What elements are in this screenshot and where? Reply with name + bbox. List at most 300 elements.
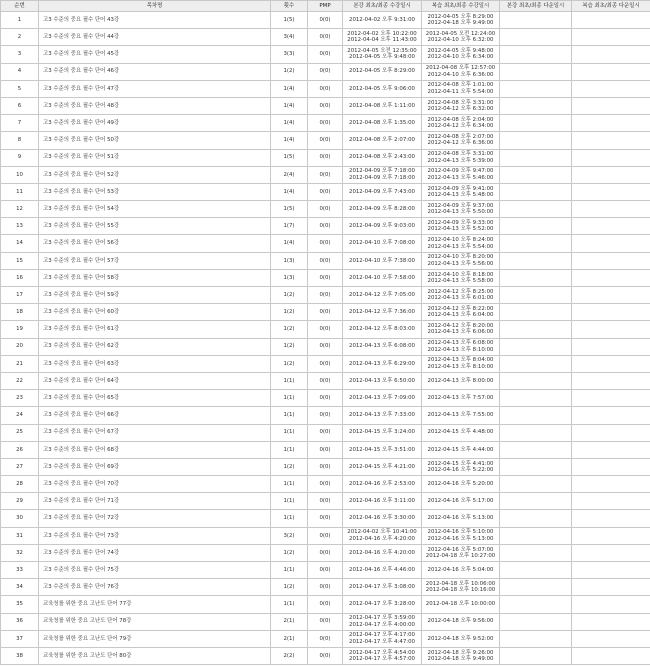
table-row: [1, 218, 650, 235]
pmp-count: 0(0): [308, 63, 343, 80]
pmp-count: 0(0): [308, 287, 343, 304]
row-number: 21: [1, 355, 39, 372]
row-number: 31: [1, 527, 39, 544]
main-watch-dates: [343, 29, 422, 46]
review-watch-dates-line-2: 2012-04-13 오후 6:01:00: [427, 295, 494, 302]
row-number: 4: [1, 63, 39, 80]
main-download-dates: [500, 355, 572, 372]
review-watch-dates-line-1: 2012-04-16 오후 5:04:00: [427, 566, 494, 573]
pmp-count: 0(0): [308, 166, 343, 183]
main-watch-dates-line-1: 2012-04-10 오후 7:58:00: [349, 274, 415, 281]
review-watch-dates: [422, 12, 500, 29]
watch-count: 1(2): [271, 304, 308, 321]
lecture-title: 고3 수준의 중요 필수 단어 63강: [39, 355, 271, 372]
main-watch-dates-line-1: 2012-04-08 오후 1:11:00: [349, 102, 415, 109]
main-download-dates: [500, 132, 572, 149]
main-watch-dates: [343, 80, 422, 97]
pmp-count: 0(0): [308, 579, 343, 596]
main-download-dates: [500, 183, 572, 200]
main-watch-dates-line-1: 2012-04-02 오후 9:31:00: [349, 16, 415, 23]
watch-count: 1(2): [271, 458, 308, 475]
row-number: 7: [1, 115, 39, 132]
main-download-dates: [500, 544, 572, 561]
review-download-dates: [572, 355, 650, 372]
main-watch-dates-line-1: 2012-04-05 오전 12:35:00: [347, 48, 417, 55]
watch-count: 1(1): [271, 390, 308, 407]
row-number: 36: [1, 613, 39, 630]
pmp-count: 0(0): [308, 235, 343, 252]
review-download-dates: [572, 80, 650, 97]
main-watch-dates-line-2: 2012-04-17 오후 4:00:00: [349, 621, 415, 628]
table-row: [1, 304, 650, 321]
review-download-dates: [572, 12, 650, 29]
watch-count: 1(4): [271, 80, 308, 97]
main-download-dates: [500, 338, 572, 355]
watch-count: 1(4): [271, 183, 308, 200]
watch-count: 1(1): [271, 493, 308, 510]
main-watch-dates: [343, 304, 422, 321]
main-watch-dates-line-1: 2012-04-15 오후 3:51:00: [349, 446, 415, 453]
table-row: [1, 12, 650, 29]
watch-count: 3(4): [271, 29, 308, 46]
table-header-row: [1, 1, 650, 12]
lecture-title: 고3 수준의 중요 필수 단어 49강: [39, 115, 271, 132]
review-download-dates: [572, 235, 650, 252]
main-watch-dates-line-1: 2012-04-17 오후 3:08:00: [349, 584, 415, 591]
pmp-count: 0(0): [308, 493, 343, 510]
review-download-dates: [572, 166, 650, 183]
lecture-title: 고3 수준의 중요 필수 단어 52강: [39, 166, 271, 183]
review-watch-dates-line-2: 2012-04-12 오후 6:34:00: [427, 123, 494, 130]
review-watch-dates-line-2: 2012-04-13 오후 5:46:00: [427, 174, 494, 181]
lecture-title: 고3 수준의 중요 필수 단어 53강: [39, 183, 271, 200]
main-watch-dates-line-1: 2012-04-09 오후 7:18:00: [349, 168, 415, 175]
main-watch-dates-line-2: 2012-04-05 오후 9:48:00: [349, 54, 415, 61]
header-title: 목차명: [39, 1, 271, 12]
main-download-dates: [500, 613, 572, 630]
pmp-count: 0(0): [308, 458, 343, 475]
review-watch-dates: [422, 304, 500, 321]
review-download-dates: [572, 304, 650, 321]
review-download-dates: [572, 458, 650, 475]
lecture-title: 고3 수준의 중요 필수 단어 61강: [39, 321, 271, 338]
main-watch-dates: [343, 287, 422, 304]
lecture-title: 고3 수준의 중요 필수 단어 56강: [39, 235, 271, 252]
table-row: [1, 80, 650, 97]
main-download-dates: [500, 97, 572, 114]
row-number: 15: [1, 252, 39, 269]
review-watch-dates-line-1: 2012-04-16 오후 5:20:00: [427, 480, 494, 487]
main-download-dates: [500, 252, 572, 269]
pmp-count: 0(0): [308, 510, 343, 527]
main-download-dates: [500, 372, 572, 389]
review-watch-dates: [422, 527, 500, 544]
main-watch-dates-line-1: 2012-04-13 오후 7:09:00: [349, 395, 415, 402]
main-watch-dates-line-1: 2012-04-13 오후 7:33:00: [349, 412, 415, 419]
row-number: 19: [1, 321, 39, 338]
review-watch-dates: [422, 338, 500, 355]
row-number: 20: [1, 338, 39, 355]
main-watch-dates-line-1: 2012-04-17 오후 3:28:00: [349, 601, 415, 608]
main-watch-dates: [343, 115, 422, 132]
main-download-dates: [500, 562, 572, 579]
table-row: [1, 338, 650, 355]
watch-count: 3(3): [271, 46, 308, 63]
watch-count: 1(4): [271, 97, 308, 114]
review-watch-dates: [422, 149, 500, 166]
pmp-count: 0(0): [308, 115, 343, 132]
review-download-dates: [572, 183, 650, 200]
review-watch-dates-line-2: 2012-04-10 오후 6:34:00: [427, 54, 494, 61]
review-watch-dates-line-1: 2012-04-18 오후 9:56:00: [427, 618, 494, 625]
main-watch-dates: [343, 424, 422, 441]
main-watch-dates-line-2: 2012-04-09 오후 7:18:00: [349, 174, 415, 181]
pmp-count: 0(0): [308, 390, 343, 407]
row-number: 23: [1, 390, 39, 407]
main-download-dates: [500, 407, 572, 424]
table-row: [1, 441, 650, 458]
review-watch-dates: [422, 321, 500, 338]
row-number: 9: [1, 149, 39, 166]
review-download-dates: [572, 630, 650, 647]
review-watch-dates-line-2: 2012-04-10 오후 6:32:00: [427, 37, 494, 44]
row-number: 8: [1, 132, 39, 149]
watch-count: 1(3): [271, 252, 308, 269]
review-download-dates: [572, 562, 650, 579]
table-row: [1, 458, 650, 475]
main-download-dates: [500, 235, 572, 252]
table-row: [1, 476, 650, 493]
table-row: [1, 269, 650, 286]
review-watch-dates-line-2: 2012-04-18 오후 9:49:00: [427, 656, 494, 663]
watch-count: 2(4): [271, 166, 308, 183]
main-watch-dates-line-2: 2012-04-17 오후 4:57:00: [349, 656, 415, 663]
table-row: [1, 63, 650, 80]
lecture-title: 고3 수준의 중요 필수 단어 50강: [39, 132, 271, 149]
review-watch-dates-line-2: 2012-04-18 오후 10:27:00: [425, 552, 496, 559]
lecture-title: 고3 수준의 중요 필수 단어 71강: [39, 493, 271, 510]
pmp-count: 0(0): [308, 46, 343, 63]
lecture-title: 교육청를 위한 중요 고난도 단어 79강: [39, 630, 271, 647]
pmp-count: 0(0): [308, 97, 343, 114]
table-row: [1, 579, 650, 596]
watch-count: 1(2): [271, 579, 308, 596]
review-watch-dates-line-1: 2012-04-13 오후 8:04:00: [427, 357, 494, 364]
lecture-title: 고3 수준의 중요 필수 단어 73강: [39, 527, 271, 544]
pmp-count: 0(0): [308, 252, 343, 269]
main-watch-dates: [343, 218, 422, 235]
table-row: [1, 424, 650, 441]
review-download-dates: [572, 269, 650, 286]
row-number: 38: [1, 647, 39, 664]
pmp-count: 0(0): [308, 12, 343, 29]
table-row: [1, 132, 650, 149]
review-watch-dates-line-2: 2012-04-11 오후 5:54:00: [427, 88, 494, 95]
lecture-title: 고3 수준의 중요 필수 단어 60강: [39, 304, 271, 321]
row-number: 10: [1, 166, 39, 183]
review-download-dates: [572, 596, 650, 613]
row-number: 32: [1, 544, 39, 561]
review-watch-dates-line-1: 2012-04-18 오후 10:00:00: [425, 601, 496, 608]
lecture-title: 고3 수준의 중요 필수 단어 58강: [39, 269, 271, 286]
review-watch-dates: [422, 596, 500, 613]
review-download-dates: [572, 29, 650, 46]
review-download-dates: [572, 201, 650, 218]
watch-count: 1(4): [271, 115, 308, 132]
watch-count: 1(2): [271, 355, 308, 372]
row-number: 33: [1, 562, 39, 579]
review-watch-dates-line-2: 2012-04-10 오후 6:36:00: [427, 71, 494, 78]
review-watch-dates-line-1: 2012-04-08 오후 3:31:00: [427, 151, 494, 158]
row-number: 2: [1, 29, 39, 46]
review-download-dates: [572, 390, 650, 407]
main-watch-dates-line-1: 2012-04-17 오후 4:17:00: [349, 632, 415, 639]
review-watch-dates: [422, 579, 500, 596]
table-row: [1, 390, 650, 407]
watch-count: 1(1): [271, 596, 308, 613]
pmp-count: 0(0): [308, 149, 343, 166]
main-watch-dates: [343, 63, 422, 80]
main-download-dates: [500, 630, 572, 647]
lecture-title: 교육청를 위한 중요 고난도 단어 80강: [39, 647, 271, 664]
main-watch-dates: [343, 441, 422, 458]
review-watch-dates-line-2: 2012-04-13 오후 5:50:00: [427, 209, 494, 216]
review-watch-dates: [422, 80, 500, 97]
review-watch-dates-line-2: 2012-04-16 오후 5:13:00: [427, 535, 494, 542]
lecture-title: 고3 수준의 중요 필수 단어 45강: [39, 46, 271, 63]
lecture-title: 고3 수준의 중요 필수 단어 57강: [39, 252, 271, 269]
lecture-title: 교육청를 위한 중요 고난도 단어 77강: [39, 596, 271, 613]
pmp-count: 0(0): [308, 562, 343, 579]
watch-count: 1(1): [271, 562, 308, 579]
row-number: 13: [1, 218, 39, 235]
main-download-dates: [500, 441, 572, 458]
main-watch-dates: [343, 252, 422, 269]
pmp-count: 0(0): [308, 304, 343, 321]
row-number: 6: [1, 97, 39, 114]
table-row: [1, 647, 650, 664]
lecture-title: 고3 수준의 중요 필수 단어 66강: [39, 407, 271, 424]
review-download-dates: [572, 476, 650, 493]
main-watch-dates-line-1: 2012-04-02 오후 10:41:00: [347, 529, 417, 536]
review-download-dates: [572, 527, 650, 544]
review-download-dates: [572, 441, 650, 458]
main-download-dates: [500, 424, 572, 441]
review-download-dates: [572, 579, 650, 596]
main-watch-dates-line-1: 2012-04-13 오후 6:29:00: [349, 360, 415, 367]
pmp-count: 0(0): [308, 613, 343, 630]
review-watch-dates-line-1: 2012-04-13 오후 6:08:00: [427, 340, 494, 347]
table-row: [1, 287, 650, 304]
table-row: [1, 235, 650, 252]
pmp-count: 0(0): [308, 596, 343, 613]
main-watch-dates-line-1: 2012-04-12 오후 7:05:00: [349, 291, 415, 298]
review-watch-dates: [422, 476, 500, 493]
pmp-count: 0(0): [308, 183, 343, 200]
main-watch-dates-line-1: 2012-04-12 오후 8:03:00: [349, 326, 415, 333]
main-watch-dates: [343, 458, 422, 475]
review-download-dates: [572, 46, 650, 63]
review-download-dates: [572, 613, 650, 630]
main-watch-dates: [343, 46, 422, 63]
review-watch-dates-line-2: 2012-04-13 오후 8:10:00: [427, 346, 494, 353]
pmp-count: 0(0): [308, 80, 343, 97]
main-watch-dates: [343, 630, 422, 647]
review-watch-dates: [422, 510, 500, 527]
main-download-dates: [500, 304, 572, 321]
main-watch-dates-line-1: 2012-04-16 오후 2:53:00: [349, 480, 415, 487]
table-row: [1, 183, 650, 200]
watch-count: 1(5): [271, 12, 308, 29]
pmp-count: 0(0): [308, 132, 343, 149]
review-watch-dates: [422, 132, 500, 149]
watch-count: 1(2): [271, 544, 308, 561]
main-watch-dates: [343, 132, 422, 149]
watch-count: 1(1): [271, 441, 308, 458]
main-download-dates: [500, 390, 572, 407]
review-watch-dates-line-1: 2012-04-15 오후 4:41:00: [427, 460, 494, 467]
lecture-title: 고3 수준의 중요 필수 단어 43강: [39, 12, 271, 29]
main-download-dates: [500, 115, 572, 132]
row-number: 22: [1, 372, 39, 389]
table-row: [1, 321, 650, 338]
header-pmp: PMP: [308, 1, 343, 12]
review-download-dates: [572, 424, 650, 441]
main-watch-dates-line-1: 2012-04-09 오후 8:28:00: [349, 205, 415, 212]
main-watch-dates-line-1: 2012-04-16 오후 4:46:00: [349, 566, 415, 573]
main-watch-dates: [343, 149, 422, 166]
main-watch-dates-line-1: 2012-04-02 오후 10:22:00: [347, 30, 417, 37]
main-watch-dates-line-2: 2012-04-16 오후 4:20:00: [349, 535, 415, 542]
main-watch-dates: [343, 321, 422, 338]
review-watch-dates: [422, 166, 500, 183]
table-row: [1, 407, 650, 424]
main-watch-dates-line-1: 2012-04-15 오후 3:24:00: [349, 429, 415, 436]
pmp-count: 0(0): [308, 269, 343, 286]
review-download-dates: [572, 321, 650, 338]
review-download-dates: [572, 252, 650, 269]
review-watch-dates-line-2: 2012-04-18 오후 10:16:00: [425, 587, 496, 594]
main-watch-dates-line-1: 2012-04-13 오후 6:50:00: [349, 377, 415, 384]
review-watch-dates: [422, 287, 500, 304]
review-watch-dates: [422, 458, 500, 475]
review-watch-dates-line-1: 2012-04-08 오후 3:31:00: [427, 99, 494, 106]
main-watch-dates: [343, 355, 422, 372]
review-watch-dates-line-1: 2012-04-10 오후 8:18:00: [427, 271, 494, 278]
review-watch-dates-line-2: 2012-04-13 오후 5:58:00: [427, 277, 494, 284]
row-number: 30: [1, 510, 39, 527]
main-download-dates: [500, 29, 572, 46]
table-row: [1, 527, 650, 544]
main-watch-dates: [343, 166, 422, 183]
row-number: 29: [1, 493, 39, 510]
review-watch-dates-line-1: 2012-04-12 오후 8:20:00: [427, 323, 494, 330]
review-watch-dates-line-1: 2012-04-09 오후 9:37:00: [427, 202, 494, 209]
table-row: [1, 596, 650, 613]
main-download-dates: [500, 647, 572, 664]
main-watch-dates-line-1: 2012-04-13 오후 6:08:00: [349, 343, 415, 350]
main-watch-dates: [343, 493, 422, 510]
table-row: [1, 544, 650, 561]
row-number: 1: [1, 12, 39, 29]
row-number: 34: [1, 579, 39, 596]
review-watch-dates-line-1: 2012-04-13 오후 7:57:00: [427, 395, 494, 402]
review-watch-dates-line-2: 2012-04-13 오후 5:56:00: [427, 260, 494, 267]
main-watch-dates: [343, 579, 422, 596]
review-watch-dates: [422, 544, 500, 561]
main-watch-dates: [343, 613, 422, 630]
review-watch-dates-line-1: 2012-04-10 오후 8:20:00: [427, 254, 494, 261]
lecture-title: 교육청를 위한 중요 고난도 단어 78강: [39, 613, 271, 630]
main-download-dates: [500, 510, 572, 527]
row-number: 18: [1, 304, 39, 321]
table-row: [1, 372, 650, 389]
main-watch-dates-line-1: 2012-04-16 오후 3:30:00: [349, 515, 415, 522]
row-number: 12: [1, 201, 39, 218]
pmp-count: 0(0): [308, 424, 343, 441]
main-download-dates: [500, 218, 572, 235]
review-watch-dates: [422, 390, 500, 407]
review-download-dates: [572, 372, 650, 389]
review-watch-dates-line-1: 2012-04-16 오후 5:13:00: [427, 515, 494, 522]
table-body: [1, 12, 650, 665]
pmp-count: 0(0): [308, 544, 343, 561]
lecture-title: 고3 수준의 중요 필수 단어 48강: [39, 97, 271, 114]
row-number: 35: [1, 596, 39, 613]
pmp-count: 0(0): [308, 29, 343, 46]
watch-count: 1(2): [271, 287, 308, 304]
header-count: 횟수: [271, 1, 308, 12]
review-watch-dates: [422, 252, 500, 269]
lecture-title: 고3 수준의 중요 필수 단어 59강: [39, 287, 271, 304]
review-watch-dates: [422, 424, 500, 441]
review-download-dates: [572, 218, 650, 235]
header-main-download: 본강 최초/최종 다운일시: [500, 1, 572, 12]
main-watch-dates-line-1: 2012-04-08 오후 2:07:00: [349, 137, 415, 144]
header-main-watch: 본강 최초/최종 수강일시: [343, 1, 422, 12]
watch-count: 2(1): [271, 630, 308, 647]
pmp-count: 0(0): [308, 407, 343, 424]
table-row: [1, 510, 650, 527]
review-watch-dates-line-2: 2012-04-13 오후 5:48:00: [427, 191, 494, 198]
main-watch-dates-line-1: 2012-04-12 오후 7:36:00: [349, 309, 415, 316]
main-download-dates: [500, 321, 572, 338]
review-watch-dates-line-2: 2012-04-13 오후 6:06:00: [427, 329, 494, 336]
review-watch-dates: [422, 183, 500, 200]
pmp-count: 0(0): [308, 630, 343, 647]
main-watch-dates: [343, 201, 422, 218]
review-watch-dates: [422, 115, 500, 132]
main-download-dates: [500, 80, 572, 97]
pmp-count: 0(0): [308, 441, 343, 458]
row-number: 17: [1, 287, 39, 304]
review-watch-dates-line-1: 2012-04-08 오후 2:07:00: [427, 134, 494, 140]
review-download-dates: [572, 493, 650, 510]
review-watch-dates-line-2: 2012-04-12 오후 6:36:00: [427, 140, 494, 147]
review-watch-dates: [422, 630, 500, 647]
watch-count: 1(5): [271, 201, 308, 218]
watch-count: 2(1): [271, 613, 308, 630]
review-watch-dates-line-1: 2012-04-18 오후 10:06:00: [425, 580, 496, 587]
pmp-count: 0(0): [308, 476, 343, 493]
main-download-dates: [500, 493, 572, 510]
review-download-dates: [572, 510, 650, 527]
main-download-dates: [500, 63, 572, 80]
review-watch-dates-line-1: 2012-04-12 오후 8:25:00: [427, 288, 494, 295]
review-watch-dates: [422, 269, 500, 286]
table-row: [1, 613, 650, 630]
review-watch-dates-line-1: 2012-04-15 오후 4:48:00: [427, 429, 494, 436]
